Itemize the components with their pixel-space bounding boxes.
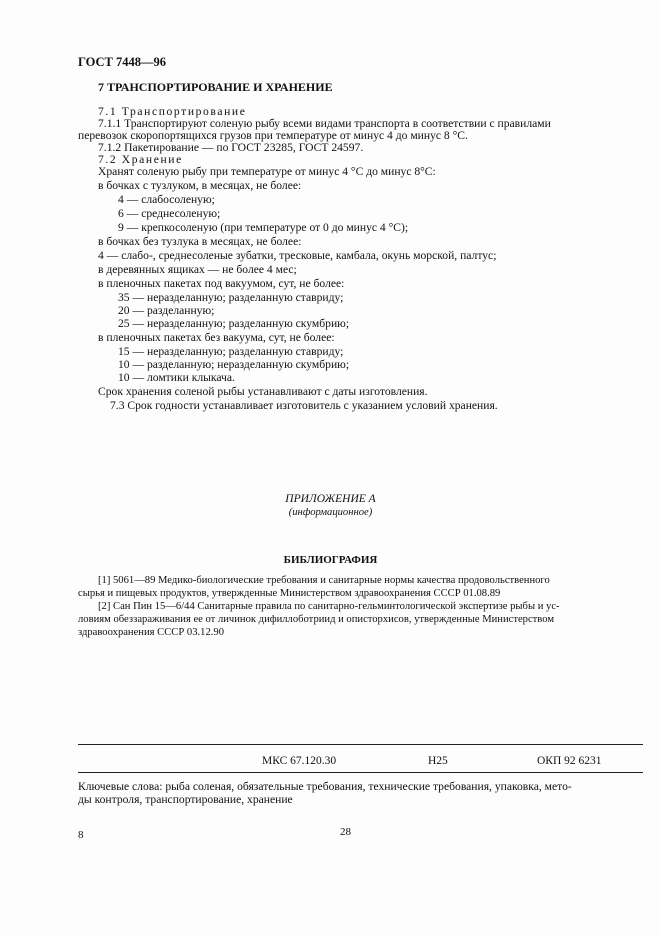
vacuum-heading: в пленочных пакетах под вакуумом, сут, не более: — [98, 277, 345, 290]
barrels-nobrine-heading: в бочках без тузлука в месяцах, не более: — [98, 235, 302, 248]
list-item: 6 — среднесоленую; — [118, 207, 221, 220]
list-item: 9 — крепкосоленую (при температуре от 0 до минус 4 °С); — [118, 221, 409, 234]
shelf-life-line: Срок хранения соленой рыбы устанавливают с даты изготовления. — [98, 385, 428, 398]
page-number-local: 8 — [78, 829, 84, 841]
reference-2-line3: здравоохранения СССР 03.12.90 — [78, 627, 224, 638]
reference-2-line2: ловиям обеззараживания ее от личинок дифиллоботриид и описторхисов, утвержденные Министерством — [78, 614, 555, 625]
barrels-brine-heading: в бочках с тузлуком, в месяцах, не более: — [98, 179, 302, 192]
list-item: 10 — ломтики клыкача. — [118, 371, 235, 384]
bibliography-title: БИБЛИОГРАФИЯ — [283, 554, 378, 566]
paragraph-73: 7.3 Срок годности устанавливает изготовитель с указанием условий хранения. — [110, 399, 498, 412]
paragraph-711-line2: перевозок скоропортящихся грузов при температуре от минус 4 до минус 8 °С. — [78, 129, 468, 142]
section-title: 7 ТРАНСПОРТИРОВАНИЕ И ХРАНЕНИЕ — [98, 80, 333, 94]
document-code: ГОСТ 7448—96 — [78, 55, 167, 69]
paragraph-712: 7.1.2 Пакетирование — по ГОСТ 23285, ГОСТ 24597. — [98, 141, 364, 154]
paragraph-711-line1: 7.1.1 Транспортируют соленую рыбу всеми видами транспорта в соответствии с правилами — [98, 117, 551, 130]
list-item: 15 — неразделанную; разделанную ставриду; — [118, 345, 344, 358]
paragraph-72: Хранят соленую рыбу при температуре от минус 4 °С до минус 8°С: — [98, 165, 436, 178]
mks-code: МКС 67.120.30 — [262, 755, 337, 767]
wooden-boxes-line: в деревянных ящиках — не более 4 мес; — [98, 263, 297, 276]
list-item: 4 — слабосоленую; — [118, 193, 215, 206]
keywords-line2: ды контроля, транспортирование, хранение — [78, 793, 293, 806]
list-item: 35 — неразделанную; разделанную ставриду; — [118, 291, 344, 304]
list-item: 4 — слабо-, среднесоленые зубатки, тресковые, камбала, окунь морской, палтус; — [98, 249, 497, 262]
page-number-total: 28 — [340, 826, 351, 838]
footer-top-rule — [78, 744, 643, 745]
keywords-line1: Ключевые слова: рыба соленая, обязательные требования, технические требования, упаковка, мето- — [78, 780, 572, 793]
reference-1-line1: [1] 5061—89 Медико-биологические требования и санитарные нормы качества продовольственного — [98, 575, 550, 586]
appendix-subtitle: (информационное) — [288, 507, 373, 518]
novacuum-heading: в пленочных пакетах без вакуума, сут, не более: — [98, 331, 335, 344]
okp-code: ОКП 92 6231 — [537, 755, 602, 767]
appendix-title: ПРИЛОЖЕНИЕ А — [285, 493, 376, 505]
reference-2-line1: [2] Сан Пин 15—6/44 Санитарные правила по санитарно-гельминтологической экспертизе рыбы и ус- — [98, 601, 560, 612]
subsection-71-heading: 7.1 Транспортирование — [98, 105, 247, 118]
list-item: 25 — неразделанную; разделанную скумбрию; — [118, 317, 350, 330]
reference-1-line2: сырья и пищевых продуктов, утвержденные Министерством здравоохранения СССР 01.08.89 — [78, 588, 501, 599]
list-item: 20 — разделанную; — [118, 304, 215, 317]
list-item: 10 — разделанную; неразделанную скумбрию; — [118, 358, 350, 371]
subsection-72-heading: 7.2 Хранение — [98, 153, 183, 166]
footer-bottom-rule — [78, 772, 643, 773]
h-code: Н25 — [428, 755, 448, 767]
